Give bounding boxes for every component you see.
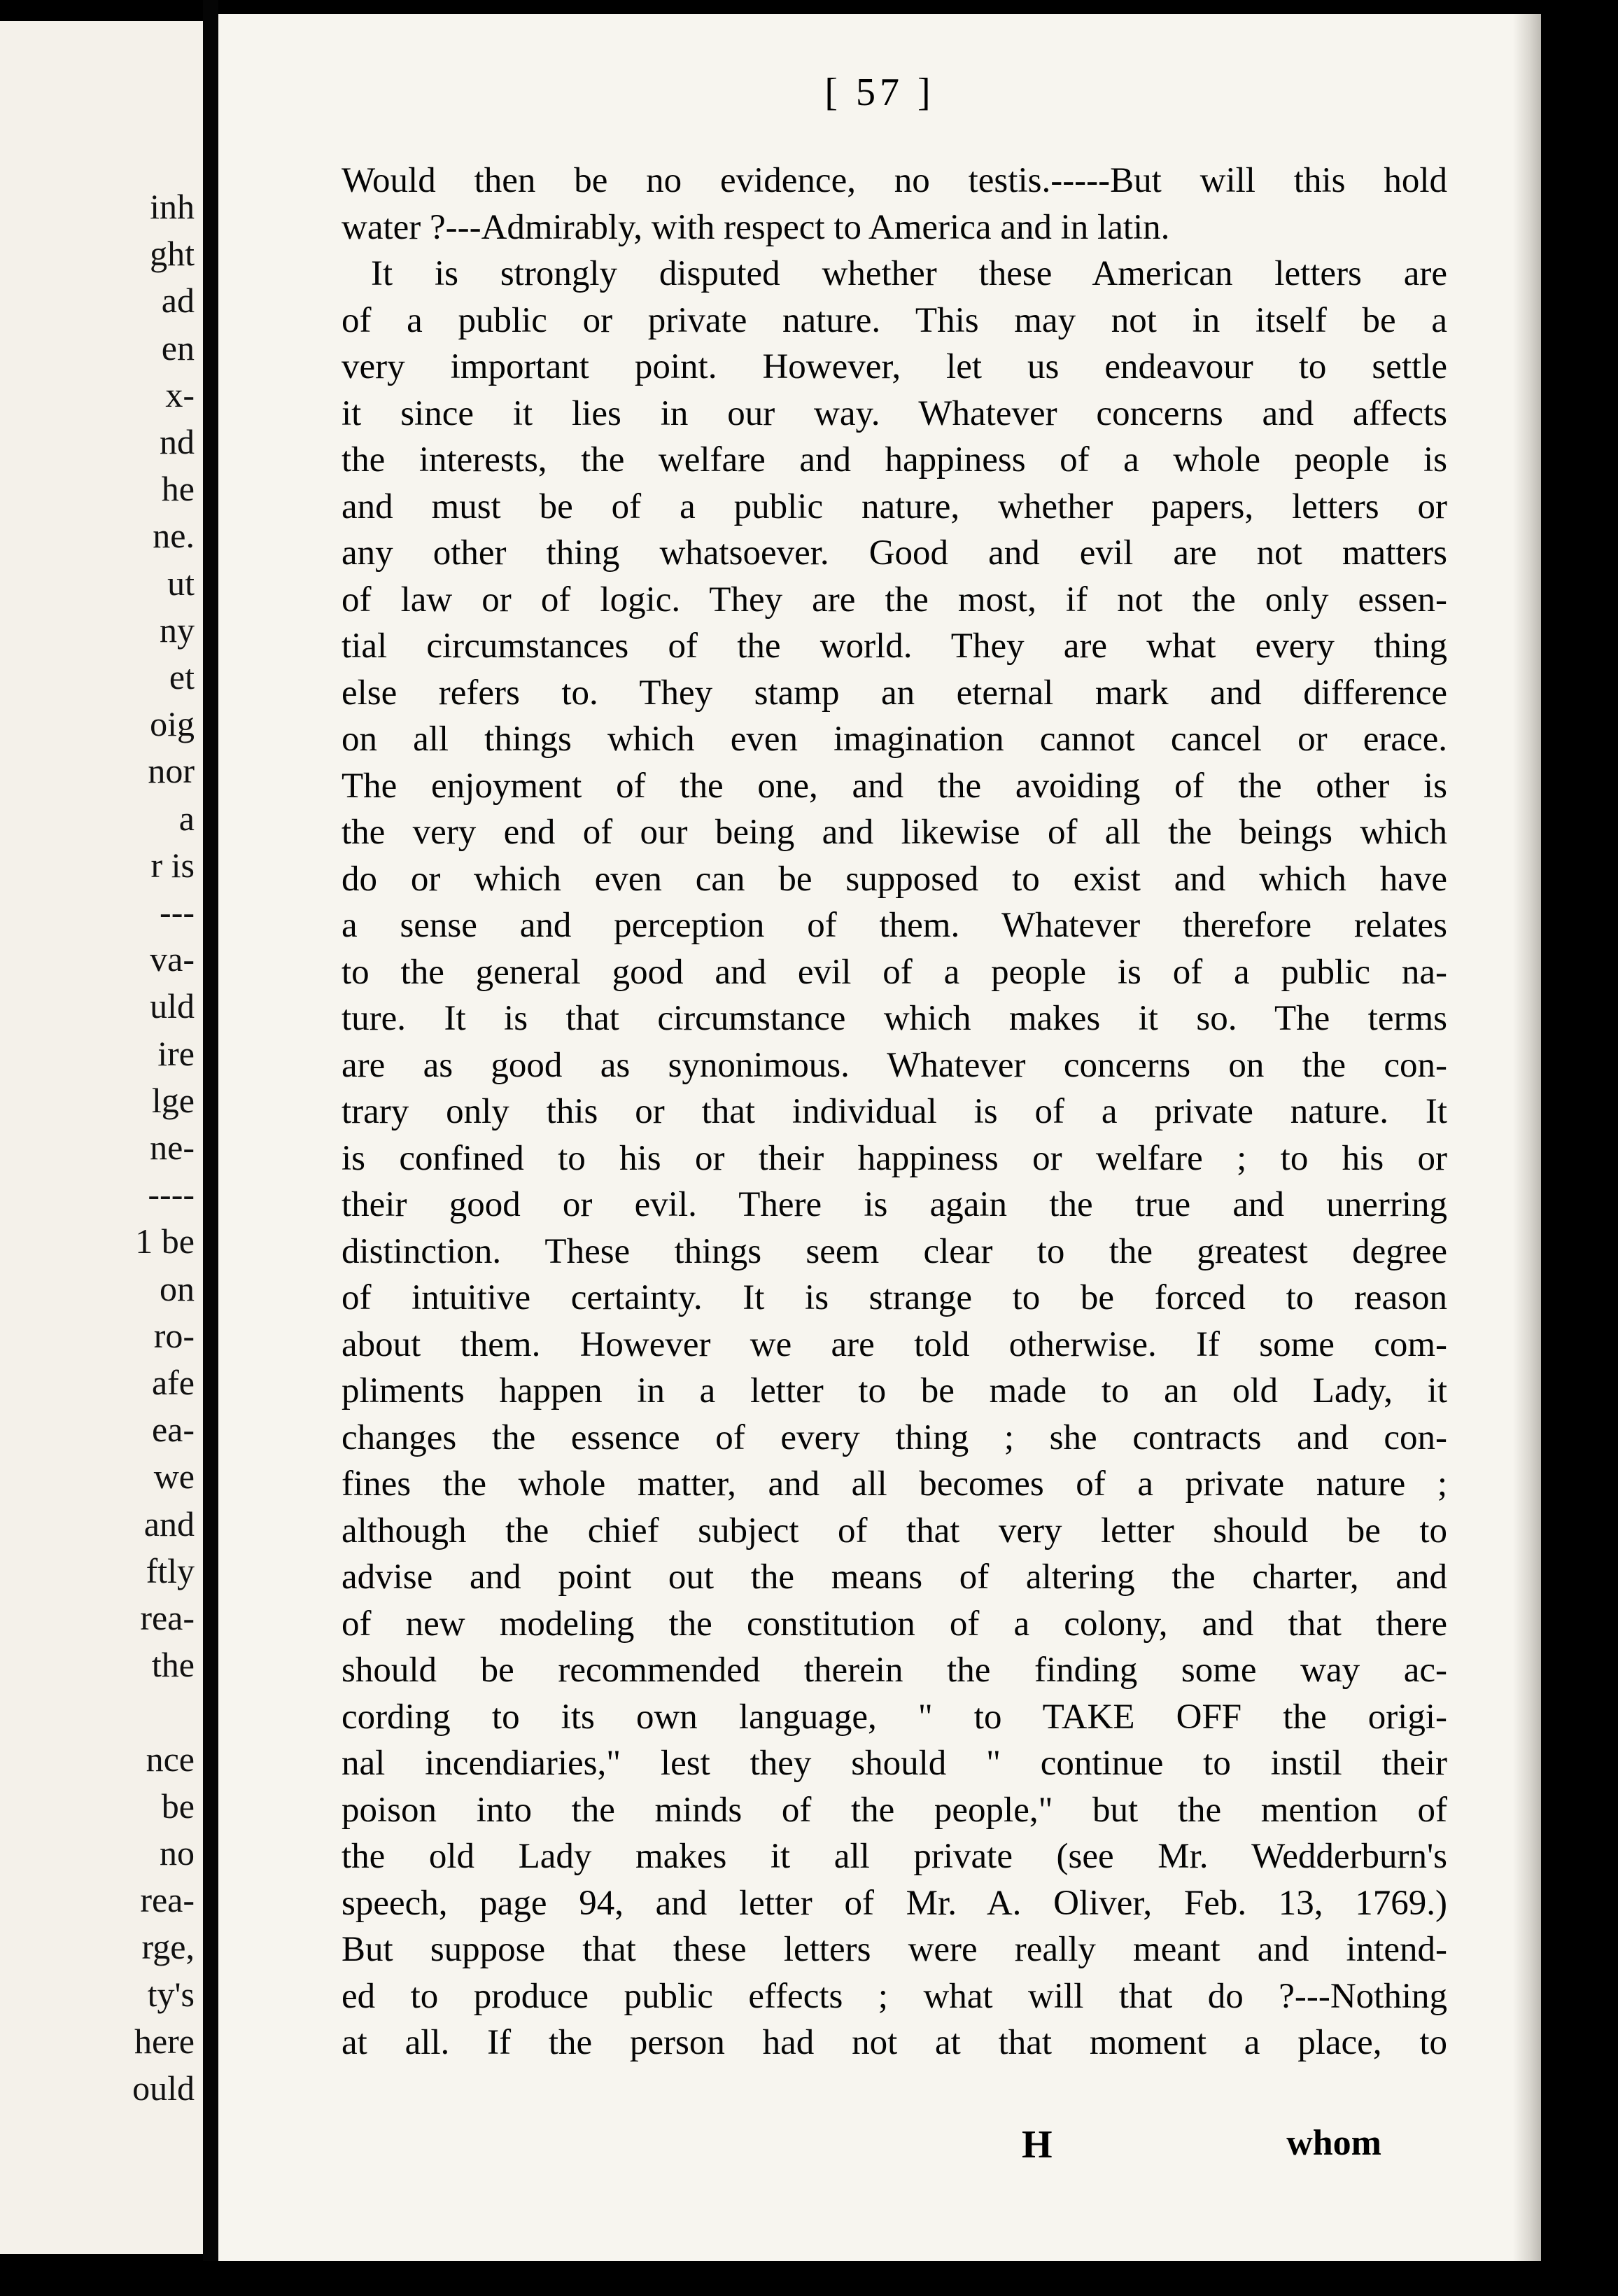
text-line: trary only this or that individual is of a private nature. It (342, 1092, 1447, 1131)
left-page-fragment: rge, (141, 1927, 195, 1967)
body-text (342, 158, 1447, 2066)
left-page-fragment: va- (150, 939, 195, 979)
text-line: poison into the minds of the people," but the mention of (342, 1790, 1447, 1830)
text-line: on all things which even imagination cannot cancel or erace. (342, 720, 1447, 759)
text-line: tial circumstances of the world. They are what every thing (342, 626, 1447, 666)
text-line: The enjoyment of the one, and the avoiding of the other is (342, 766, 1447, 806)
left-page-fragment: ire (157, 1033, 195, 1073)
book-page (218, 14, 1541, 2261)
left-page-fragment: nor (148, 751, 195, 791)
text-line: of intuitive certainty. It is strange to be forced to reason (342, 1278, 1447, 1317)
text-line: is confined to his or their happiness or welfare ; to his or (342, 1138, 1447, 1178)
left-page-fragment: the (151, 1645, 195, 1685)
page-gutter (203, 0, 218, 2296)
scan-bottom-border (0, 2261, 1618, 2296)
left-page-fragment: 1 be (135, 1222, 195, 1261)
text-line: to the general good and evil of a people is of a public na- (342, 952, 1447, 992)
left-page-fragment: --- (160, 892, 195, 932)
text-line: of new modeling the constitution of a colony, and that there (342, 1604, 1447, 1644)
left-page-fragment: ea- (151, 1410, 195, 1450)
left-page-fragment: rea- (140, 1880, 195, 1920)
left-page-fragment: r is (150, 845, 195, 885)
left-page-fragment: he (161, 469, 195, 509)
left-page-fragment: rea- (140, 1598, 195, 1637)
left-page-fragment: x- (165, 374, 195, 414)
left-page-fragment: ftly (146, 1550, 195, 1590)
left-page-fragment: afe (151, 1363, 195, 1402)
signature-mark: H (1022, 2123, 1053, 2166)
left-page-fragment: we (153, 1457, 195, 1497)
left-page-fragment: nd (160, 422, 195, 461)
text-line: and must be of a public nature, whether papers, letters or (342, 486, 1447, 526)
text-line: nal incendiaries," lest they should " continue to instil their (342, 1744, 1447, 1783)
text-line: Would then be no evidence, no testis.-----But will this hold (342, 161, 1447, 200)
text-line: any other thing whatsoever. Good and evil are not matters (342, 533, 1447, 573)
text-line: water ?---Admirably, with respect to America and in latin. (342, 207, 1170, 247)
left-page-fragment: ne- (150, 1128, 195, 1167)
left-page-fragment: be (161, 1786, 195, 1826)
text-line: at all. If the person had not at that moment a place, to (342, 2023, 1447, 2062)
text-line: although the chief subject of that very letter should be to (342, 1511, 1447, 1550)
catchword: whom (1286, 2123, 1381, 2163)
left-page-fragment: ght (150, 234, 195, 274)
left-page-fragment: ad (161, 281, 195, 321)
left-page-fragment: uld (150, 986, 195, 1026)
left-page-fragment: here (134, 2021, 195, 2061)
text-line: of law or of logic. They are the most, if not the only essen- (342, 580, 1447, 620)
text-line: their good or evil. There is again the true and unerring (342, 1185, 1447, 1224)
left-page-fragment: nce (146, 1739, 195, 1779)
left-page-fragment: a (178, 798, 195, 838)
text-line: should be recommended therein the finding some way ac- (342, 1651, 1447, 1690)
text-line: very important point. However, let us endeavour to settle (342, 347, 1447, 386)
left-page-fragment: oig (150, 704, 195, 744)
text-line: the interests, the welfare and happiness of a whole people is (342, 440, 1447, 479)
text-line: the old Lady makes it all private (see Mr. Wedderburn's (342, 1837, 1447, 1876)
left-page-fragment: lge (151, 1080, 195, 1120)
left-page-fragment: en (161, 328, 195, 368)
text-line: the very end of our being and likewise of all the beings which (342, 813, 1447, 852)
text-line: of a public or private nature. This may not in itself be a (342, 300, 1447, 340)
left-facing-page (0, 21, 203, 2254)
text-line: changes the essence of every thing ; she contracts and con- (342, 1418, 1447, 1457)
text-line: advise and point out the means of altering the charter, and (342, 1558, 1447, 1597)
text-line: cording to its own language, " to TAKE OFF the origi- (342, 1697, 1447, 1737)
text-line: But suppose that these letters were really meant and intend- (342, 1930, 1447, 1969)
text-line: else refers to. They stamp an eternal mark and difference (342, 673, 1447, 713)
left-page-fragment: et (169, 657, 195, 696)
left-page-fragment: ne. (153, 516, 195, 556)
text-line: fines the whole matter, and all becomes of a private nature ; (342, 1464, 1447, 1504)
left-page-fragment: ut (167, 563, 195, 603)
text-line: are as good as synonimous. Whatever concerns on the con- (342, 1045, 1447, 1085)
text-line: ed to produce public effects ; what will that do ?---Nothing (342, 1976, 1447, 2016)
text-line: ture. It is that circumstance which makes it so. The terms (342, 999, 1447, 1038)
left-page-fragment: ty's (147, 1974, 195, 2014)
text-line: it since it lies in our way. Whatever concerns and affects (342, 393, 1447, 433)
page-edge-shadow (1513, 14, 1541, 2261)
text-line: a sense and perception of them. Whatever therefore relates (342, 906, 1447, 945)
left-page-fragment: and (143, 1504, 195, 1544)
text-line: It is strongly disputed whether these American letters are (371, 254, 1447, 293)
text-line: distinction. These things seem clear to the greatest degree (342, 1231, 1447, 1271)
page-number-header: [ 57 ] (824, 71, 935, 114)
text-line: speech, page 94, and letter of Mr. A. Oliver, Feb. 13, 1769.) (342, 1883, 1447, 1923)
left-page-fragment: no (160, 1833, 195, 1872)
left-page-fragment: on (160, 1268, 195, 1308)
text-line: do or which even can be supposed to exist and which have (342, 859, 1447, 899)
left-page-fragment: ro- (153, 1315, 195, 1355)
left-page-fragment: ould (132, 2068, 195, 2108)
left-page-fragment: ---- (148, 1175, 195, 1214)
left-page-fragment: ny (160, 610, 195, 650)
text-line: about them. However we are told otherwise. If some com- (342, 1324, 1447, 1364)
left-page-fragment: inh (150, 187, 195, 226)
text-line: pliments happen in a letter to be made to an old Lady, it (342, 1371, 1447, 1410)
